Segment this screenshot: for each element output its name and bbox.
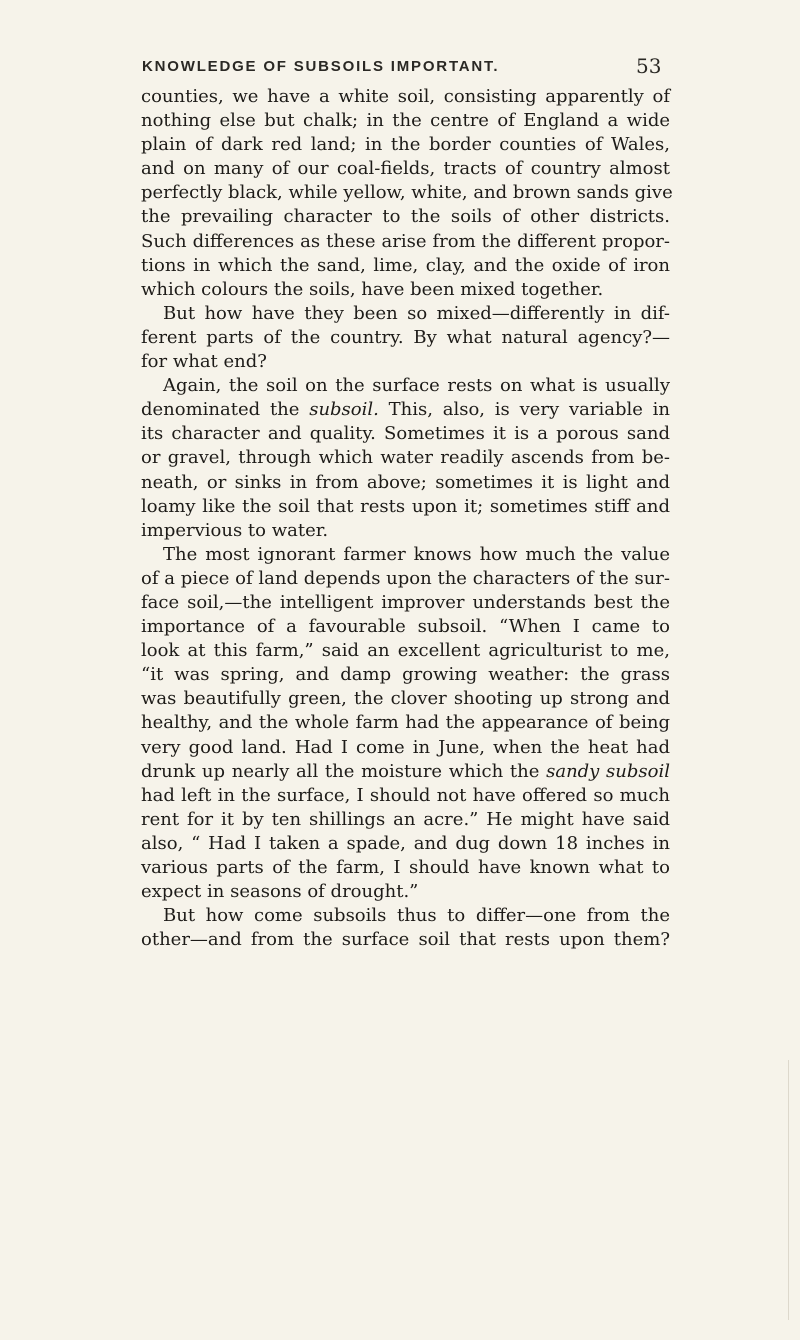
text-line: Again, the soil on the surface rests on what is usually [163, 375, 670, 397]
text-line [141, 398, 670, 422]
running-head: KNOWLEDGE OF SUBSOILS IMPORTANT. [142, 58, 500, 75]
text-line: other—and from the surface soil that rests upon them? [141, 929, 670, 951]
text-line: healthy, and the whole farm had the appearance of being [141, 712, 670, 734]
text-line: face soil,—the intelligent improver understands best the [141, 591, 670, 613]
text-run: denominated the [141, 399, 310, 421]
body-text [141, 85, 673, 952]
text-line: neath, or sinks in from above; sometimes it is light and [141, 471, 670, 493]
text-line: which colours the soils, have been mixed together. [141, 278, 604, 300]
emphasis-subsoil: subsoil. [309, 399, 379, 421]
text-line: impervious to water. [141, 519, 329, 541]
text-line: look at this farm,” said an excellent agriculturist to me, [141, 640, 670, 662]
text-line [141, 760, 670, 784]
text-run: drunk up nearly all the moisture which the [141, 760, 547, 782]
text-run: This, also, is very variable in [378, 399, 670, 421]
text-line: But how have they been so mixed—differently in dif- [163, 302, 670, 324]
text-line: also, “ Had I taken a spade, and dug down 18 inches in [141, 832, 670, 854]
text-line: or gravel, through which water readily ascends from be- [141, 447, 670, 469]
text-line: Such differences as these arise from the different propor- [141, 230, 670, 252]
text-line: loamy like the soil that rests upon it; sometimes stiff and [141, 495, 670, 517]
text-line: was beautifully green, the clover shooting up strong and [141, 688, 670, 710]
text-line: “it was spring, and damp growing weather: the grass [141, 664, 670, 686]
text-line: for what end? [141, 351, 267, 373]
text-line: plain of dark red land; in the border counties of Wales, [141, 134, 670, 156]
page-number: 53 [636, 54, 662, 78]
emphasis-sandy-subsoil: sandy subsoil [546, 760, 670, 782]
text-line: ferent parts of the country. By what natural agency?— [141, 326, 670, 348]
text-line: counties, we have a white soil, consisting apparently of [141, 86, 670, 107]
text-line: various parts of the farm, I should have known what to [141, 857, 670, 878]
text-line: perfectly black, while yellow, white, and brown sands give [141, 182, 673, 204]
text-line: But how come subsoils thus to differ—one from the [163, 905, 670, 927]
text-line: its character and quality. Sometimes it is a porous sand [141, 423, 670, 445]
text-line: The most ignorant farmer knows how much the value [163, 543, 670, 565]
text-line: expect in seasons of drought.” [141, 881, 419, 903]
text-line: tions in which the sand, lime, clay, and the oxide of iron [141, 254, 670, 276]
text-line: and on many of our coal-fields, tracts of country almost [141, 158, 670, 180]
text-line: very good land. Had I come in June, when the heat had [141, 736, 670, 758]
text-line: the prevailing character to the soils of other districts. [141, 206, 670, 228]
text-line: importance of a favourable subsoil. “When I came to [141, 616, 670, 638]
text-line: of a piece of land depends upon the characters of the sur- [141, 567, 670, 589]
text-line: nothing else but chalk; in the centre of England a wide [141, 110, 670, 132]
text-line: rent for it by ten shillings an acre.” He might have said [141, 808, 670, 830]
text-line: had left in the surface, I should not have offered so much [141, 784, 670, 806]
page-edge-shadow [788, 1060, 789, 1320]
